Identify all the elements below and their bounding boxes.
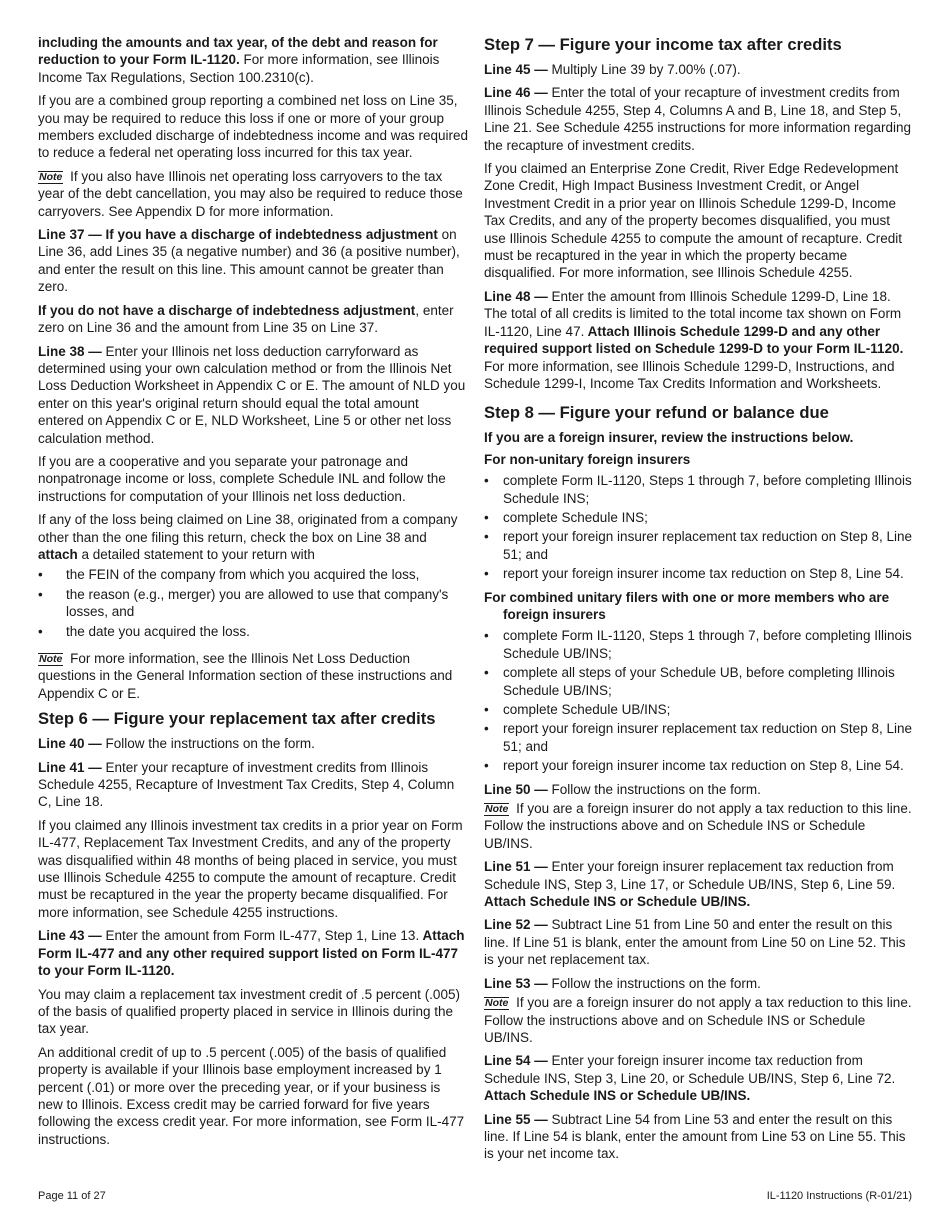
unitary-list (484, 627, 914, 774)
line-52-paragraph: Line 52 — Subtract Line 51 from Line 50 and enter the result on this line. If Line 51 is blank, enter the amount from Line 50 on Line 52. This is your net replacement tax. (484, 917, 906, 968)
line-37-paragraph: Line 37 — If you have a discharge of indebtedness adjustment on Line 36, add Lines 35 (a negative number) and 36 (a positive number), and enter the result on this line. This amount cannot be greater than zero. (38, 227, 460, 295)
line-41-paragraph: Line 41 — Enter your recapture of investment credits from Illinois Schedule 4255, Recapture of Investment Tax Credits, Step 4, Column C, Line 18. (38, 759, 455, 810)
line-43-paragraph: Line 43 — Enter the amount from Form IL-477, Step 1, Line 13. Attach Form IL-477 and any other required support listed on Form IL-477 to your Form IL-1120. (38, 928, 465, 979)
list-item: • report your foreign insurer replacement tax reduction on Step 8, Line 51; and (484, 528, 914, 563)
list-item: • complete Form IL-1120, Steps 1 through 7, before completing Illinois Schedule INS; (484, 472, 914, 507)
line-55-paragraph: Line 55 — Subtract Line 54 from Line 53 and enter the result on this line. If Line 54 is blank, enter the amount from Line 53 on Line 55. This is your net income tax. (484, 1111, 906, 1162)
credit-claim-paragraph: You may claim a replacement tax investment credit of .5 percent (.005) of the basis of qualified property placed in service in Illinois during the tax year. (38, 986, 460, 1037)
line-40-paragraph: Line 40 — Follow the instructions on the form. (38, 736, 315, 752)
step-8-heading: Step 8 — Figure your refund or balance due (484, 403, 829, 423)
line-48-paragraph: Line 48 — Enter the amount from Illinois Schedule 1299-D, Line 18. The total of all credits is limited to the total income tax shown on Form IL-1120, Line 47. Attach Illinois Schedule 1299-D and any other required support listed on Schedule 1299-D to your Form IL-1120. For more information, see Illinois Schedule 1299-D, Instructions, and Schedule 1299-I, Income Tax Credits Information and Worksheets. (484, 288, 904, 391)
combined-group-paragraph: If you are a combined group reporting a combined net loss on Line 35, you may be required to reduce this loss if one or more of your group members excluded discharge of indebtedness income and was required to reduce a federal net operating loss incurred for this tax year. (38, 93, 468, 161)
enterprise-zone-paragraph: If you claimed an Enterprise Zone Credit, River Edge Redevelopment Zone Credit, High Impact Business Investment Credit, or Angel Investment Credit in a prior year on Illinois Schedule 1299-D, Income Tax Credits, and any of the property becomes disqualified, you must use Illinois Schedule 4255 to compute the amount of recapture. Credit must be recaptured in the year in which the property became disqualified. For more information, see Illinois Schedule 4255. (484, 161, 902, 281)
line-54-paragraph: Line 54 — Enter your foreign insurer income tax reduction from Schedule INS, Step 3, Line 20, or Schedule UB/INS, Step 6, Line 72. Attach Schedule INS or Schedule UB/INS. (484, 1053, 896, 1104)
document-id: IL-1120 Instructions (R-01/21) (766, 1190, 912, 1202)
step-7-heading: Step 7 — Figure your income tax after credits (484, 35, 842, 54)
line-46-paragraph: Line 46 — Enter the total of your recapture of investment credits from Illinois Schedule 4255, Step 4, Columns A and B, Line 18, and Step 5, Line 21. See Schedule 4255 instructions for more information regarding the recapture of investment credits. (484, 85, 912, 153)
note-line-53: Note If you are a foreign insurer do not apply a tax reduction to this line. Follow the instructions above and on Schedule INS or Schedule UB/INS. (484, 995, 912, 1045)
non-unitary-heading: For non-unitary foreign insurers (484, 451, 691, 467)
debt-reduction-paragraph: including the amounts and tax year, of the debt and reason for reduction to your Form IL-1120. For more information, see Illinois Income Tax Regulations, Section 100.2310(c). (38, 35, 440, 85)
right-column (484, 34, 914, 1169)
page-number: Page 11 of 27 (38, 1190, 106, 1202)
note-arrow-icon: Note (485, 997, 509, 1010)
list-item: • the FEIN of the company from which you acquired the loss, (38, 566, 468, 583)
il477-paragraph: If you claimed any Illinois investment tax credits in a prior year on Form IL-477, Replacement Tax Investment Credits, and any of the property was disqualified within 48 months of being placed in service, you must use Illinois Schedule 4255 to compute the amount of recapture. Credit must be recaptured in the year the property became disqualified. For more information, see Schedule 4255 instructions. (38, 817, 463, 920)
line-45-paragraph: Line 45 — Multiply Line 39 by 7.00% (.07). (484, 62, 741, 77)
line-51-paragraph: Line 51 — Enter your foreign insurer replacement tax reduction from Schedule INS, Step 3, Line 17, or Schedule UB/INS, Step 6, Line 59. Attach Schedule INS or Schedule UB/INS. (484, 859, 896, 910)
line-53-paragraph: Line 53 — Follow the instructions on the form. (484, 975, 761, 991)
list-item: • complete Schedule INS; (484, 509, 914, 526)
note-nld: Note For more information, see the Illinois Net Loss Deduction questions in the General Information section of these instructions and Appendix C or E. (38, 651, 453, 701)
note-arrow-icon: Note (39, 170, 63, 183)
list-item: • complete Schedule UB/INS; (484, 701, 914, 718)
unitary-heading: For combined unitary filers with one or more members who are foreign insurers (484, 589, 890, 622)
additional-credit-paragraph: An additional credit of up to .5 percent (.005) of the basis of qualified property is available if your Illinois base employment increased by 1 percent (.01) or more over the preceding year, or if your business is new to Illinois. Excess credit may be carried forward for five years following the excess credit year. For more information, see Form IL-477 instructions. (38, 1044, 465, 1147)
list-item: • report your foreign insurer income tax reduction on Step 8, Line 54. (484, 565, 914, 582)
note-arrow-icon: Note (485, 803, 509, 816)
list-item: • the reason (e.g., merger) you are allowed to use that company's losses, and (38, 586, 468, 621)
foreign-insurer-intro: If you are a foreign insurer, review the instructions below. (484, 430, 854, 446)
note-carryovers: Note If you also have Illinois net operating loss carryovers to the tax year of the debt cancellation, you may also be required to reduce those carryovers. See Appendix D for more information. (38, 168, 463, 219)
left-column (38, 34, 468, 1154)
list-item: • the date you acquired the loss. (38, 623, 468, 640)
list-item: • report your foreign insurer replacement tax reduction on Step 8, Line 51; and (484, 720, 914, 755)
line-38-paragraph: Line 38 — Enter your Illinois net loss deduction carryforward as determined using your own calculation method or from the Illinois Net Loss Deduction Worksheet in Appendix C or E. The amount of NLD you enter on this year's original return should equal the total amount entered on Appendix C or E, NLD Worksheet, Line 5 or other net loss calculation method. (38, 343, 466, 446)
cooperative-paragraph: If you are a cooperative and you separate your patronage and nonpatronage income or loss, complete Schedule INL and follow the instructions for computation of your Illinois net loss deduction. (38, 453, 446, 504)
list-item: • report your foreign insurer income tax reduction on Step 8, Line 54. (484, 757, 914, 774)
note-arrow-icon: Note (39, 653, 63, 665)
non-unitary-list (484, 472, 914, 582)
loss-origin-paragraph: If any of the loss being claimed on Line 38, originated from a company other than the one filing this return, check the box on Line 38 and attach a detailed statement to your return with (38, 512, 458, 562)
list-item: • complete Form IL-1120, Steps 1 through 7, before completing Illinois Schedule UB/INS; (484, 627, 914, 662)
note-line-50: Note If you are a foreign insurer do not apply a tax reduction to this line. Follow the instructions above and on Schedule INS or Schedule UB/INS. (484, 801, 912, 851)
loss-statement-list (38, 566, 468, 640)
line-50-paragraph: Line 50 — Follow the instructions on the form. (484, 781, 761, 797)
line-37-no-adjustment: If you do not have a discharge of indebtedness adjustment, enter zero on Line 36 and the amount from Line 35 on Line 37. (38, 302, 454, 336)
step-6-heading: Step 6 — Figure your replacement tax after credits (38, 709, 436, 729)
list-item: • complete all steps of your Schedule UB, before completing Illinois Schedule UB/INS; (484, 664, 914, 699)
